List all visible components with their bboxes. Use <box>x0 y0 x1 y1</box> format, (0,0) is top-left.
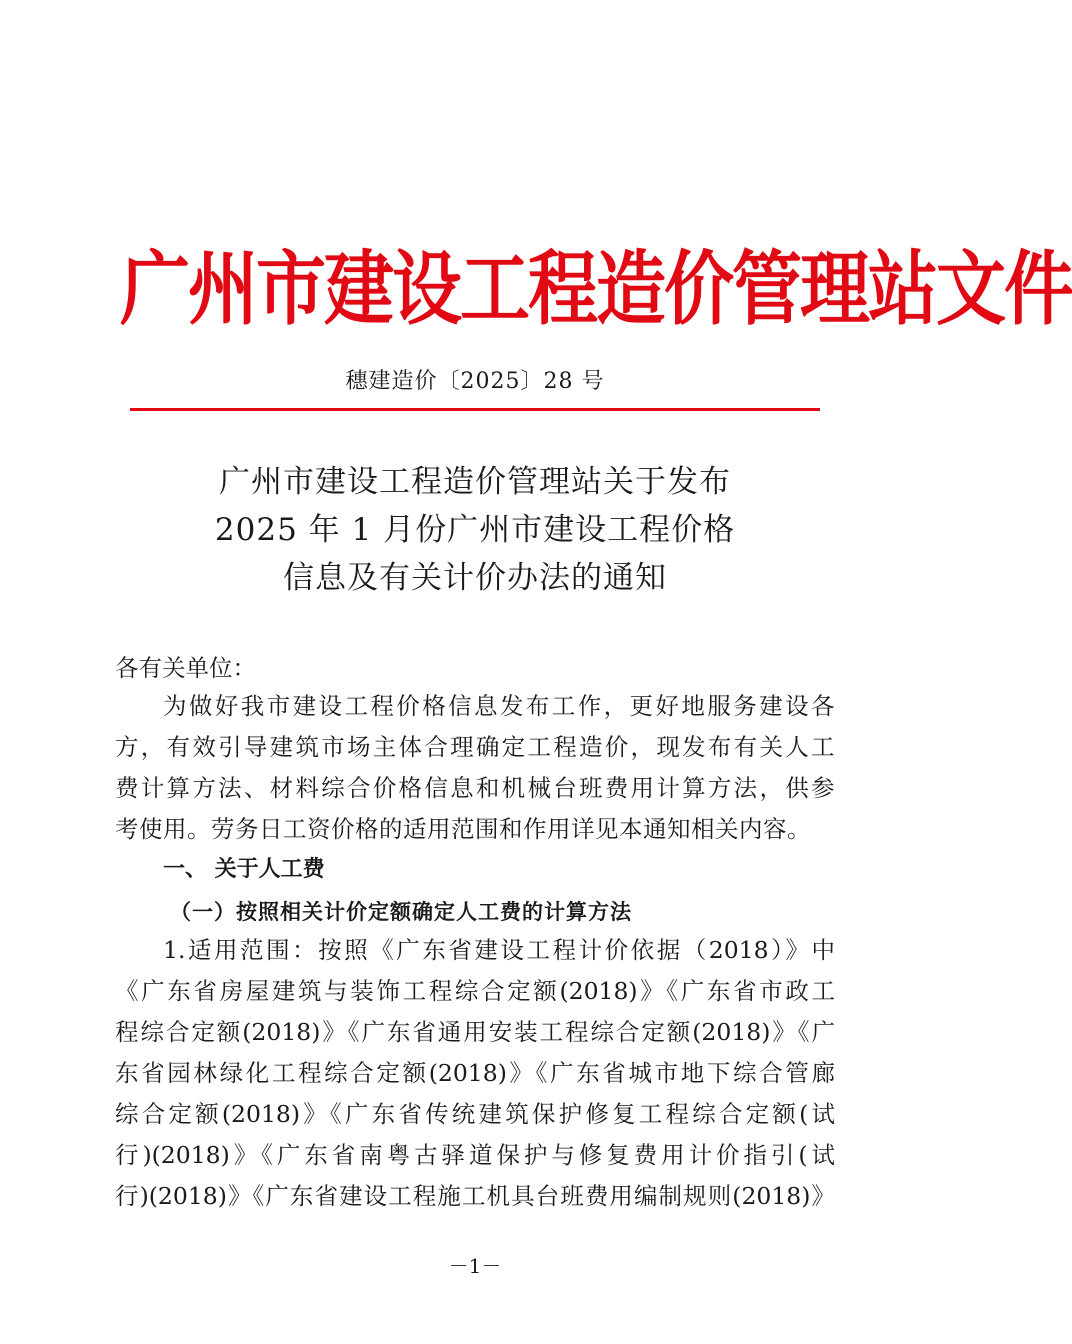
notice-title-line: 广州市建设工程造价管理站关于发布 <box>219 464 731 500</box>
salutation: 各有关单位： <box>115 654 256 682</box>
paragraph-line: 行)(2018)》《广东省建设工程施工机具台班费用编制规则(2018)》 <box>115 1182 835 1210</box>
paragraph-line: 方，有效引导建筑市场主体合理确定工程造价，现发布有关人工 <box>115 733 835 761</box>
paragraph-line: 费计算方法、材料综合价格信息和机械台班费用计算方法，供参 <box>115 774 835 802</box>
document-number: 穗建造价〔2025〕28 号 <box>345 369 605 394</box>
page-number: －1－ <box>448 1254 502 1278</box>
document-masthead: 广州市建设工程造价管理站文件 <box>120 242 1072 337</box>
notice-title <box>100 458 850 602</box>
paragraph-line: 1.适用范围：按照《广东省建设工程计价依据（2018）》中 <box>163 936 835 964</box>
scope-paragraph <box>115 930 835 1217</box>
section-heading: 一、 关于人工费 <box>163 857 325 882</box>
paragraph-line: 行)(2018)》《广东省南粤古驿道保护与修复费用计价指引(试 <box>115 1141 835 1169</box>
paragraph-line: 《广东省房屋建筑与装饰工程综合定额(2018)》《广东省市政工 <box>115 977 835 1005</box>
notice-title-line: 2025 年 1 月份广州市建设工程价格 <box>214 512 736 548</box>
paragraph-line: 为做好我市建设工程价格信息发布工作，更好地服务建设各 <box>163 692 835 720</box>
intro-paragraph <box>115 686 835 850</box>
subsection-heading: （一）按照相关计价定额确定人工费的计算方法 <box>170 899 632 924</box>
paragraph-line: 考使用。劳务日工资价格的适用范围和作用详见本通知相关内容。 <box>115 815 811 843</box>
paragraph-line: 程综合定额(2018)》《广东省通用安装工程综合定额(2018)》《广 <box>115 1018 835 1046</box>
paragraph-line: 综合定额(2018)》《广东省传统建筑保护修复工程综合定额(试 <box>115 1100 835 1128</box>
red-divider-rule <box>130 408 820 411</box>
paragraph-line: 东省园林绿化工程综合定额(2018)》《广东省城市地下综合管廊 <box>115 1059 835 1087</box>
notice-title-line: 信息及有关计价办法的通知 <box>283 560 667 596</box>
